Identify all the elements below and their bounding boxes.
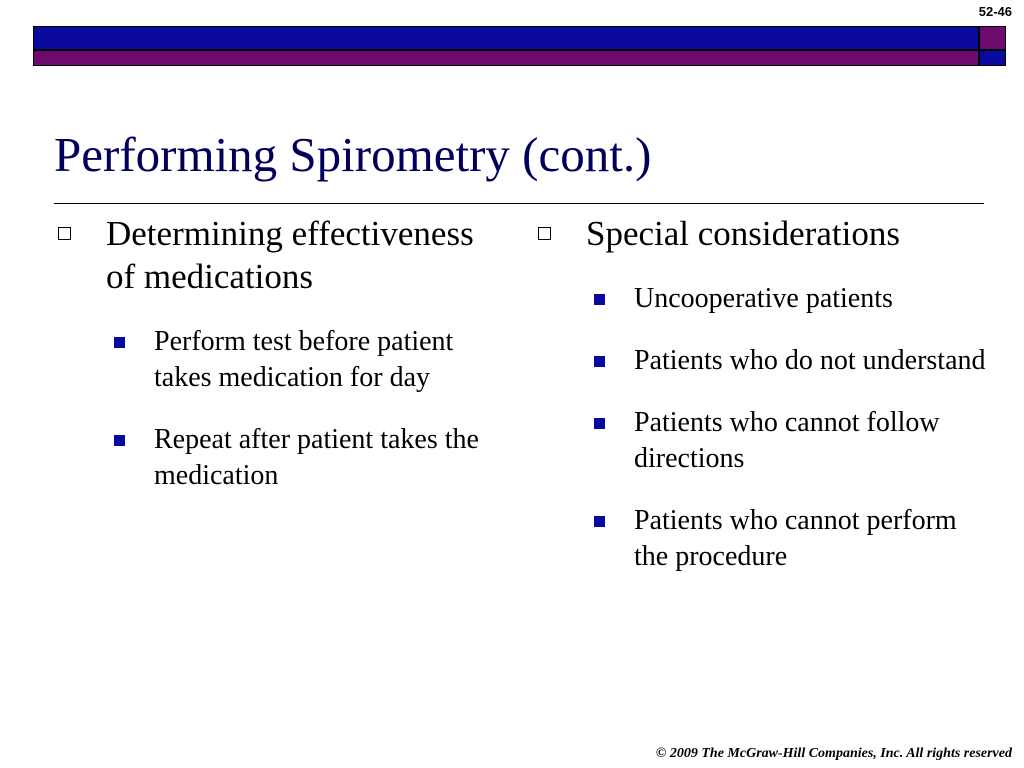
header-bar-purple [33,50,979,66]
filled-square-icon [594,418,605,429]
sub-bullet-text: Patients who do not understand [634,345,986,376]
sub-bullet-cannot-perform [586,503,992,575]
filled-square-icon [594,516,605,527]
sub-bullet-list [586,281,992,575]
filled-square-icon [594,294,605,305]
slide-title: Performing Spirometry (cont.) [54,127,652,182]
filled-square-icon [114,435,125,446]
sub-bullet-uncooperative [586,281,992,317]
hollow-square-icon [58,227,71,240]
sub-bullet-text: Repeat after patient takes the medication [154,424,479,491]
right-column [532,212,992,601]
sub-bullet-text: Uncooperative patients [634,283,893,314]
sub-bullet-text: Perform test before patient takes medication for day [154,326,454,393]
sub-bullet-text: Patients who cannot perform the procedure [634,505,957,572]
bullet-special-considerations [532,212,992,575]
sub-bullet-perform-test [106,324,502,396]
sub-bullet-text: Patients who cannot follow directions [634,407,940,474]
copyright-footer: © 2009 The McGraw-Hill Companies, Inc. All rights reserved [655,746,1012,761]
title-divider [54,203,984,204]
filled-square-icon [114,337,125,348]
bullet-determining-effectiveness [52,212,502,494]
header-square-purple [979,26,1006,50]
header-square-blue [979,50,1006,66]
bullet-text: Determining effectiveness of medications [106,214,474,296]
left-column [52,212,502,520]
filled-square-icon [594,356,605,367]
sub-bullet-repeat-after [106,422,502,494]
bullet-text: Special considerations [586,214,900,253]
header-bar-blue [33,26,979,50]
slide-number: 52-46 [978,4,1012,19]
sub-bullet-do-not-understand [586,343,992,379]
hollow-square-icon [538,227,551,240]
sub-bullet-list [106,324,502,494]
sub-bullet-cannot-follow [586,405,992,477]
